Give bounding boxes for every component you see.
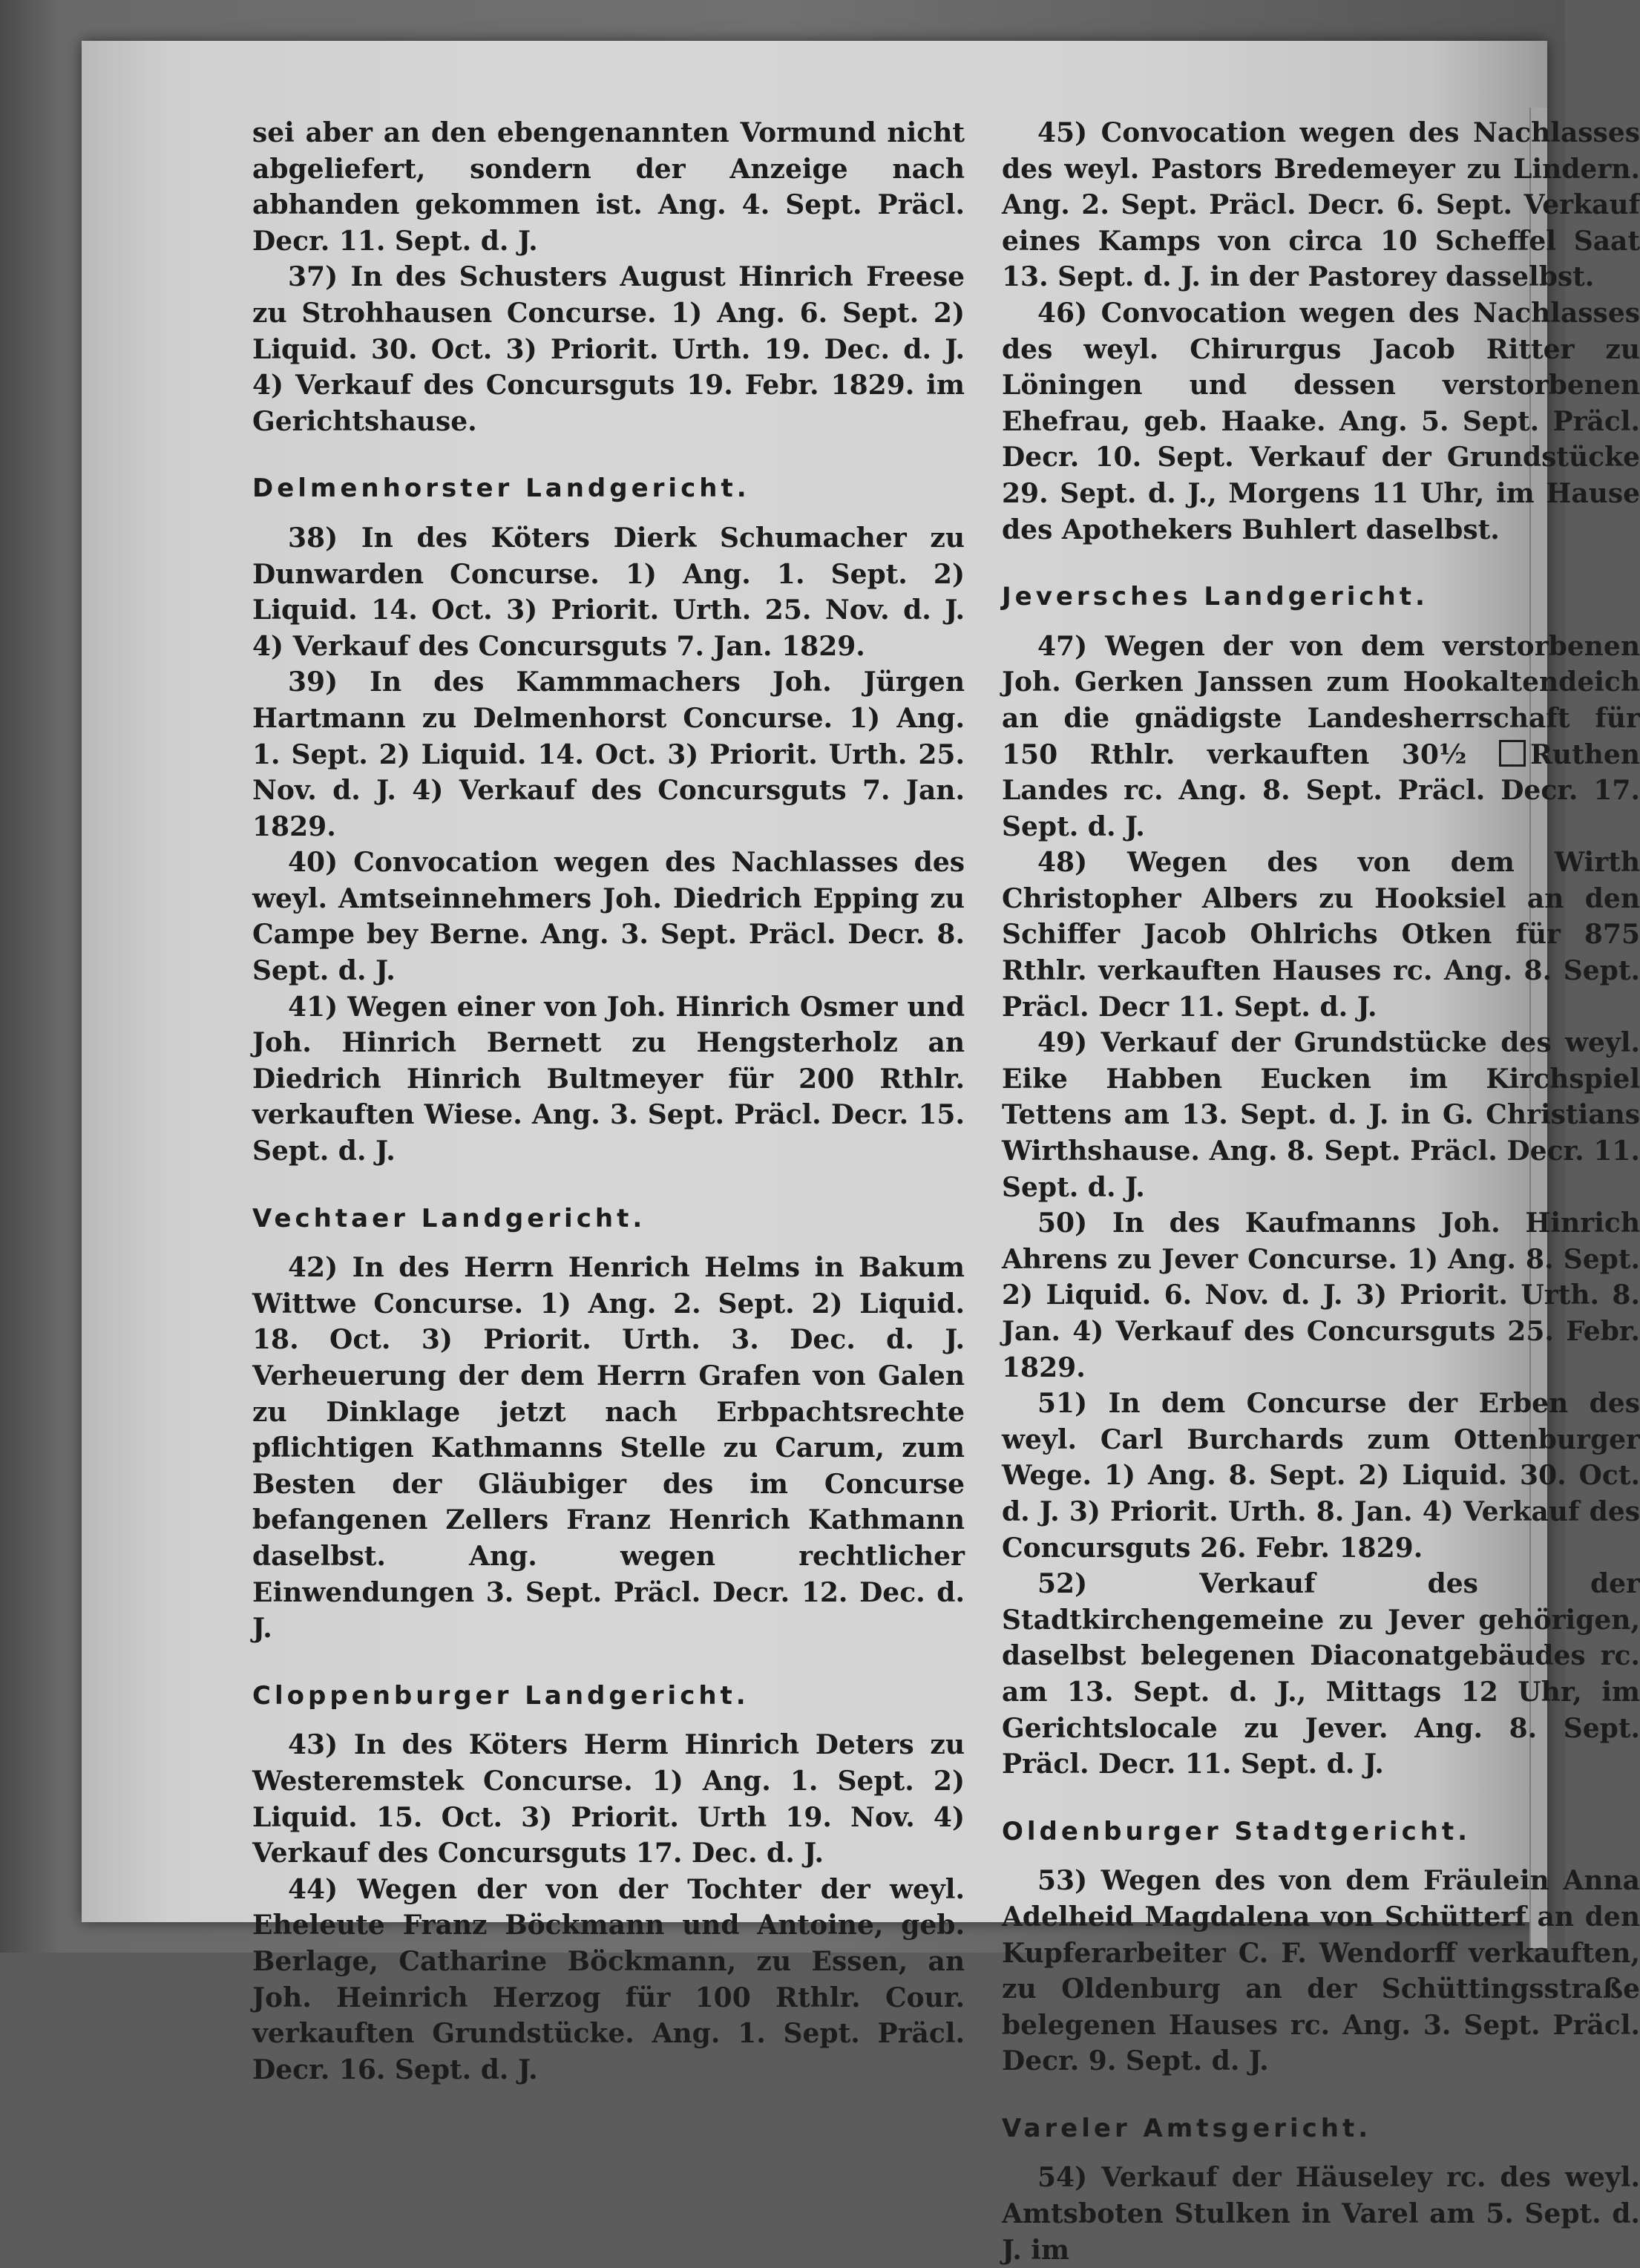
entry-51: 51) In dem Concurse der Erben des weyl. Carl Burchards zum Ottenburger Wege. 1) Ang. 8. Sept. 2) Liquid. 30. Oct. d. J. 3) Priorit. Urth. 8. Jan. 4) Verkauf des Concursguts 26. Febr. 1829. (1002, 1388, 1640, 1564)
entry-47-text-b: Ruthen Landes rc. Ang. 8. Sept. Präcl. Decr. 17. Sept. d. J. (1002, 738, 1640, 842)
entry-37: 37) In des Schusters August Hinrich Freese zu Strohhausen Concurse. 1) Ang. 6. Sept. 2) Liquid. 30. Oct. 3) Priorit. Urth. 19. Dec. d. J. 4) Verkauf des Concursguts 19. Febr. 1829. im Gerichtshause. (252, 261, 965, 437)
heading-oldenburg: Oldenburger Stadtgericht. (1002, 1816, 1472, 1846)
entry-45: 45) Convocation wegen des Nachlasses des weyl. Pastors Bredemeyer zu Lindern. Ang. 2. Sept. Präcl. Decr. 6. Sept. Verkauf eines Kamps von circa 10 Scheffel Saat 13. Sept. d. J. in der Pastorey dasselbst. (1002, 117, 1640, 293)
entry-49: 49) Verkauf der Grundstücke des weyl. Eike Habben Eucken im Kirchspiel Tettens am 13. Sept. d. J. in G. Christians Wirthshause. Ang. 8. Sept. Präcl. Decr. 11. Sept. d. J. (1002, 1027, 1640, 1203)
entry-44: 44) Wegen der von der Tochter der weyl. Eheleute Franz Böckmann und Antoine, geb. Berlage, Catharine Böckmann, zu Essen, an Joh. Heinrich Herzog für 100 Rthlr. Cour. verkauften Grundstücke. Ang. 1. Sept. Präcl. Decr. 16. Sept. d. J. (252, 1873, 965, 2085)
continued-entry-fragment: sei aber an den ebengenannten Vormund nicht abgeliefert, sondern der Anzeige nach abhanden gekommen ist. Ang. 4. Sept. Präcl. Decr. 11. Sept. d. J. (252, 117, 965, 257)
document-page (82, 41, 1640, 2266)
entry-42: 42) In des Herrn Henrich Helms in Bakum Wittwe Concurse. 1) Ang. 2. Sept. 2) Liquid. 18. Oct. 3) Priorit. Urth. 3. Dec. d. J. Verheuerung der dem Herrn Grafen von Galen zu Dinklage jetzt nach Erbpachtsrechte pflichtigen Kathmanns Stelle zu Carum, zum Besten der Gläubiger des im Concurse befangenen Zellers Franz Henrich Kathmann daselbst. Ang. wegen rechtlicher Einwendungen 3. Sept. Präcl. Decr. 12. Dec. d. J. (252, 1252, 965, 1645)
entry-47 (1002, 629, 1640, 845)
entry-53: 53) Wegen des von dem Fräulein Anna Adelheid Magdalena von Schütterf an den Kupferarbeiter C. F. Wendorff verkauften, zu Oldenburg an der Schüttingsstraße belegenen Hauses rc. Ang. 3. Sept. Präcl. Decr. 9. Sept. d. J. (1002, 1865, 1640, 2077)
entry-43: 43) In des Köters Herm Hinrich Deters zu Westeremstek Concurse. 1) Ang. 1. Sept. 2) Liquid. 15. Oct. 3) Priorit. Urth 19. Nov. 4) Verkauf des Concursguts 17. Dec. d. J. (252, 1729, 965, 1869)
heading-vechta: Vechtaer Landgericht. (252, 1203, 646, 1233)
entry-46: 46) Convocation wegen des Nachlasses des weyl. Chirurgus Jacob Ritter zu Löningen und dessen verstorbenen Ehefrau, geb. Haake. Ang. 5. Sept. Präcl. Decr. 10. Sept. Verkauf der Grundstücke 29. Sept. d. J., Morgens 11 Uhr, im Hause des Apothekers Buhlert daselbst. (1002, 297, 1640, 545)
right-text-column (1002, 115, 1640, 2268)
heading-delmenhorst: Delmenhorster Landgericht. (252, 473, 750, 504)
heading-jever: Jeversches Landgericht. (1002, 582, 1429, 612)
entry-38: 38) In des Köters Dierk Schumacher zu Dunwarden Concurse. 1) Ang. 1. Sept. 2) Liquid. 14. Oct. 3) Priorit. Urth. 25. Nov. d. J. 4) Verkauf des Concursguts 7. Jan. 1829. (252, 522, 965, 662)
entry-39: 39) In des Kammmachers Joh. Jürgen Hartmann zu Delmenhorst Concurse. 1) Ang. 1. Sept. 2) Liquid. 14. Oct. 3) Priorit. Urth. 25. Nov. d. J. 4) Verkauf des Concursguts 7. Jan. 1829. (252, 666, 965, 842)
entry-48: 48) Wegen des von dem Wirth Christopher Albers zu Hooksiel an den Schiffer Jacob Ohlrichs Otken für 875 Rthlr. verkauften Hauses rc. Ang. 8. Sept. Präcl. Decr 11. Sept. d. J. (1002, 847, 1640, 1023)
heading-varel: Vareler Amtsgericht. (1002, 2113, 1372, 2143)
left-text-column (252, 115, 965, 2088)
heading-cloppenburg: Cloppenburger Landgericht. (252, 1680, 750, 1711)
entry-40: 40) Convocation wegen des Nachlasses des weyl. Amtseinnehmers Joh. Diedrich Epping zu Campe bey Berne. Ang. 3. Sept. Präcl. Decr. 8. Sept. d. J. (252, 847, 965, 987)
entry-50: 50) In des Kaufmanns Joh. Hinrich Ahrens zu Jever Concurse. 1) Ang. 8. Sept. 2) Liquid. 6. Nov. d. J. 3) Priorit. Urth. 8. Jan. 4) Verkauf des Concursguts 25. Febr. 1829. (1002, 1207, 1640, 1383)
entry-52: 52) Verkauf des der Stadtkirchengemeine zu Jever gehörigen, daselbst belegenen Diaconatgebäudes rc. am 13. Sept. d. J., Mittags 12 Uhr, im Gerichtslocale zu Jever. Ang. 8. Sept. Präcl. Decr. 11. Sept. d. J. (1002, 1568, 1640, 1780)
entry-47-text-a: 47) Wegen der von dem verstorbenen Joh. Gerken Janssen zum Hookaltendeich an die gnädigste Landesherrschaft für 150 Rthlr. verkauften 30½ (1002, 630, 1640, 770)
entry-54: 54) Verkauf der Häuseley rc. des weyl. Amtsboten Stulken in Varel am 5. Sept. d. J. im (1002, 2162, 1640, 2266)
square-rod-icon (1499, 740, 1526, 767)
entry-41: 41) Wegen einer von Joh. Hinrich Osmer und Joh. Hinrich Bernett zu Hengsterholz an Diedrich Hinrich Bultmeyer für 200 Rthlr. verkauften Wiese. Ang. 3. Sept. Präcl. Decr. 15. Sept. d. J. (252, 991, 965, 1167)
